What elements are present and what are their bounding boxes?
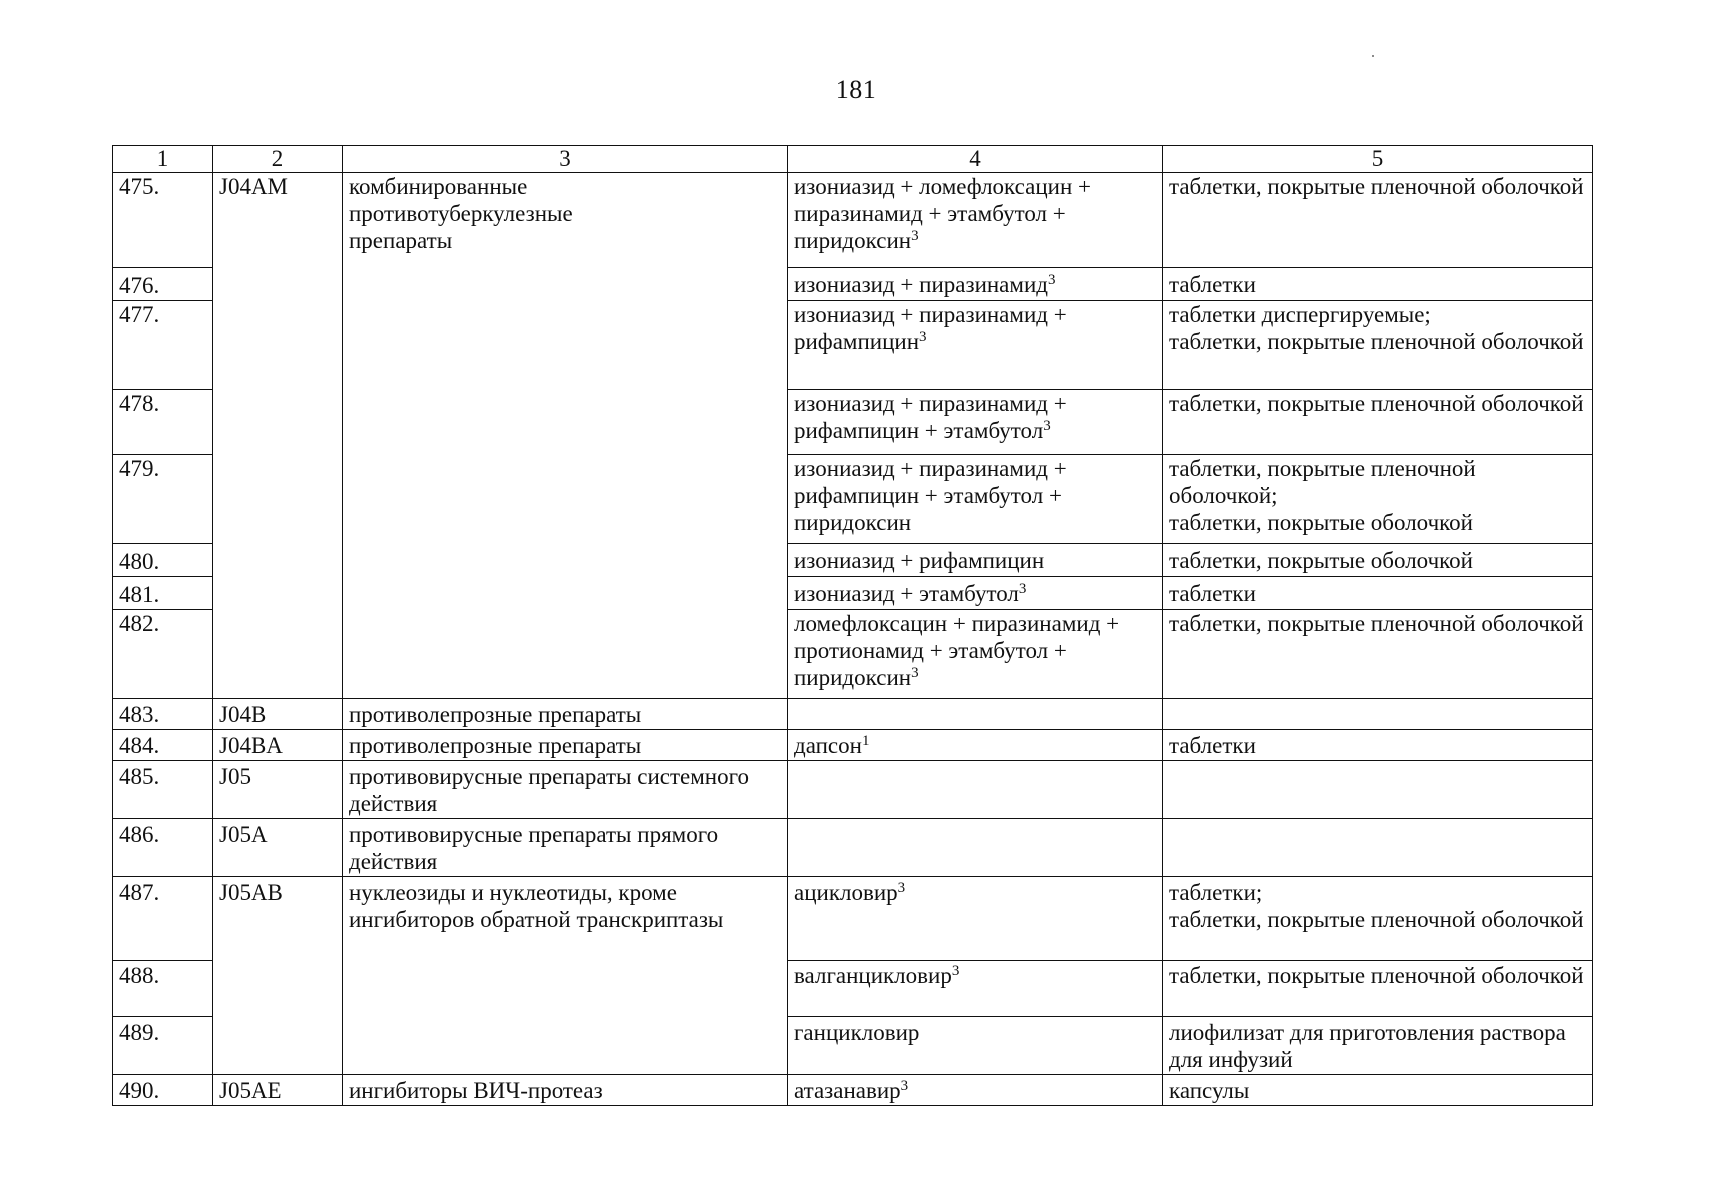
drug-name <box>788 961 1163 1017</box>
dosage-form-line: таблетки, покрытые оболочкой <box>1169 548 1473 573</box>
row-number: 484. <box>113 730 213 761</box>
dosage-form-line: таблетки, покрытые пленочной оболочкой <box>1169 611 1584 636</box>
dosage-form <box>1163 301 1593 390</box>
dosage-form <box>1163 877 1593 961</box>
table-row <box>113 1075 1593 1106</box>
table-header-row <box>113 146 1593 173</box>
dosage-form <box>1163 173 1593 268</box>
atc-group-name: противовирусные препараты прямого действия <box>343 819 788 877</box>
dosage-form <box>1163 390 1593 455</box>
dosage-form <box>1163 610 1593 699</box>
dosage-form <box>1163 761 1593 819</box>
drug-name-text: изониазид + пиразинамид <box>794 272 1048 297</box>
header-col-2: 2 <box>213 146 343 173</box>
scan-artifact-dot <box>1372 55 1374 57</box>
drug-name <box>788 1075 1163 1106</box>
drug-name-text: изониазид + пиразинамид + рифампицин + этамбутол <box>794 391 1067 443</box>
table-row <box>113 730 1593 761</box>
dosage-form-line: таблетки, покрытые пленочной оболочкой <box>1169 174 1584 199</box>
atc-code: J04AM <box>213 173 343 699</box>
dosage-form <box>1163 1075 1593 1106</box>
dosage-form-line: таблетки, покрытые пленочной оболочкой <box>1169 963 1584 988</box>
drug-name <box>788 610 1163 699</box>
atc-group-name: противолепрозные препараты <box>343 699 788 730</box>
drug-name-text: изониазид + этамбутол <box>794 581 1019 606</box>
dosage-form <box>1163 961 1593 1017</box>
header-col-4: 4 <box>788 146 1163 173</box>
footnote-mark: 3 <box>911 664 919 681</box>
dosage-form-line: таблетки, покрытые пленочной оболочкой <box>1169 329 1584 354</box>
footnote-mark: 3 <box>1047 271 1056 288</box>
header-col-3: 3 <box>343 146 788 173</box>
atc-code: J05A <box>213 819 343 877</box>
row-number: 488. <box>113 961 213 1017</box>
drug-name <box>788 268 1163 301</box>
dosage-form-line: лиофилизат для приготовления раствора для инфузий <box>1169 1020 1566 1072</box>
drug-name <box>788 1017 1163 1075</box>
header-col-1: 1 <box>113 146 213 173</box>
dosage-form <box>1163 455 1593 544</box>
dosage-form-line: капсулы <box>1169 1078 1250 1103</box>
drug-name <box>788 301 1163 390</box>
drug-name <box>788 577 1163 610</box>
drug-list-table <box>112 145 1593 1106</box>
table-row <box>113 877 1593 961</box>
drug-name <box>788 390 1163 455</box>
drug-name <box>788 455 1163 544</box>
row-number: 482. <box>113 610 213 699</box>
drug-name-text: изониазид + пиразинамид + рифампицин + этамбутол + пиридоксин <box>794 456 1067 535</box>
drug-name-text: валганцикловир <box>794 963 952 988</box>
drug-name <box>788 173 1163 268</box>
dosage-form <box>1163 1017 1593 1075</box>
drug-name-text: ломефлоксацин + пиразинамид + протионамид + этамбутол + пиридоксин <box>794 611 1120 690</box>
atc-group-name: комбинированные противотуберкулезные препараты <box>343 173 788 699</box>
row-number: 483. <box>113 699 213 730</box>
dosage-form-line: таблетки диспергируемые; <box>1169 302 1431 327</box>
row-number: 477. <box>113 301 213 390</box>
atc-group-name: противовирусные препараты системного действия <box>343 761 788 819</box>
footnote-mark: 3 <box>911 227 919 244</box>
table-row <box>113 699 1593 730</box>
footnote-mark: 1 <box>861 732 870 749</box>
drug-name-text: ганцикловир <box>794 1020 920 1045</box>
row-number: 485. <box>113 761 213 819</box>
drug-name-text: изониазид + ломефлоксацин + пиразинамид + этамбутол + пиридоксин <box>794 174 1091 253</box>
table-row <box>113 761 1593 819</box>
dosage-form-line: таблетки, покрытые пленочной оболочкой; <box>1169 456 1476 508</box>
drug-name <box>788 877 1163 961</box>
atc-code: J05 <box>213 761 343 819</box>
drug-name-text: атазанавир <box>794 1078 901 1103</box>
table-row <box>113 819 1593 877</box>
drug-name-text: изониазид + рифампицин <box>794 548 1045 573</box>
dosage-form <box>1163 544 1593 577</box>
drug-name <box>788 699 1163 730</box>
atc-code: J04BA <box>213 730 343 761</box>
row-number: 486. <box>113 819 213 877</box>
footnote-mark: 3 <box>1018 580 1027 597</box>
row-number: 479. <box>113 455 213 544</box>
row-number: 481. <box>113 577 213 610</box>
atc-code: J04B <box>213 699 343 730</box>
drug-name <box>788 819 1163 877</box>
dosage-form-line: таблетки <box>1169 272 1256 297</box>
dosage-form <box>1163 730 1593 761</box>
row-number: 475. <box>113 173 213 268</box>
footnote-mark: 3 <box>919 328 927 345</box>
dosage-form-line: таблетки, покрытые оболочкой <box>1169 510 1473 535</box>
atc-group-name: ингибиторы ВИЧ-протеаз <box>343 1075 788 1106</box>
dosage-form <box>1163 268 1593 301</box>
dosage-form-line: таблетки <box>1169 581 1256 606</box>
drug-name <box>788 544 1163 577</box>
row-number: 476. <box>113 268 213 301</box>
header-col-5: 5 <box>1163 146 1593 173</box>
dosage-form-line: таблетки, покрытые пленочной оболочкой <box>1169 391 1584 416</box>
page-number: 181 <box>835 75 877 104</box>
drug-name-text: изониазид + пиразинамид + рифампицин <box>794 302 1067 354</box>
atc-code: J05AB <box>213 877 343 1075</box>
row-number: 478. <box>113 390 213 455</box>
row-number: 487. <box>113 877 213 961</box>
drug-name <box>788 761 1163 819</box>
row-number: 490. <box>113 1075 213 1106</box>
footnote-mark: 3 <box>951 962 960 979</box>
footnote-mark: 3 <box>897 879 906 896</box>
dosage-form-line: таблетки <box>1169 733 1256 758</box>
dosage-form-line: таблетки, покрытые пленочной оболочкой <box>1169 907 1584 932</box>
atc-code: J05AE <box>213 1075 343 1106</box>
row-number: 489. <box>113 1017 213 1075</box>
dosage-form-line: таблетки; <box>1169 880 1263 905</box>
drug-name <box>788 730 1163 761</box>
dosage-form <box>1163 577 1593 610</box>
row-number: 480. <box>113 544 213 577</box>
footnote-mark: 3 <box>1043 417 1051 434</box>
drug-name-text: ацикловир <box>794 880 898 905</box>
table-row <box>113 173 1593 268</box>
drug-name-text: дапсон <box>794 733 862 758</box>
dosage-form <box>1163 819 1593 877</box>
atc-group-name: противолепрозные препараты <box>343 730 788 761</box>
footnote-mark: 3 <box>900 1077 909 1094</box>
atc-group-name: нуклеозиды и нуклеотиды, кроме ингибиторов обратной транскриптазы <box>343 877 788 1075</box>
dosage-form <box>1163 699 1593 730</box>
